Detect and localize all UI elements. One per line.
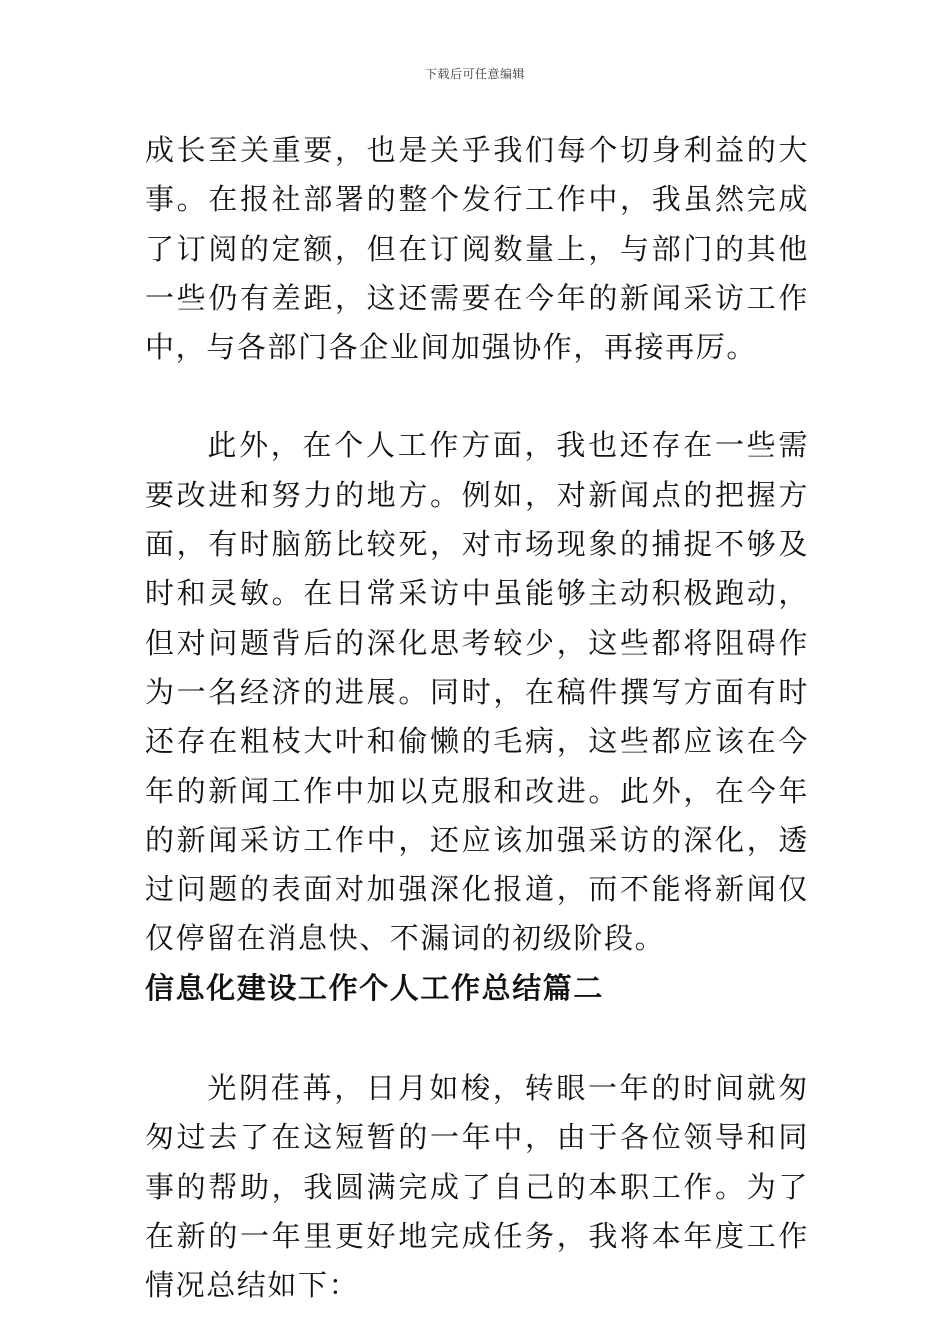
- paragraph-spacer: [145, 372, 809, 421]
- header-note: 下载后可任意编辑: [424, 67, 525, 81]
- paragraph-1: 成长至关重要，也是关乎我们每个切身利益的大事。在报社部署的整个发行工作中，我虽然完成了订阅的定额，但在订阅数量上，与部门的其他一些仍有差距，这还需要在今年的新闻采访工作中，与各部门各企业间加强协作，再接再厉。: [145, 133, 809, 365]
- paragraph-2: 此外，在个人工作方面，我也还存在一些需要改进和努力的地方。例如，对新闻点的把握方面，有时脑筋比较死，对市场现象的捕捉不够及时和灵敏。在日常采访中虽能够主动积极跑动，但对问题背后的深化思考较少，这些都将阻碍作为一名经济的进展。同时，在稿件撰写方面有时还存在粗枝大叶和偷懒的毛病，这些都应该在今年的新闻工作中加以克服和改进。此外，在今年的新闻采访工作中，还应该加强采访的深化，透过问题的表面对加强深化报道，而不能将新闻仅仅停留在消息快、不漏词的初级阶段。: [145, 428, 809, 956]
- section-spacer: [145, 1013, 809, 1064]
- section-title: 信息化建设工作个人工作总结篇二: [145, 970, 605, 1005]
- document-body: [145, 126, 809, 1311]
- paragraph-3: 光阴荏苒，日月如梭，转眼一年的时间就匆匆过去了在这短暂的一年中，由于各位领导和同事的帮助，我圆满完成了自己的本职工作。为了在新的一年里更好地完成任务，我将本年度工作情况总结如下：: [145, 1071, 809, 1303]
